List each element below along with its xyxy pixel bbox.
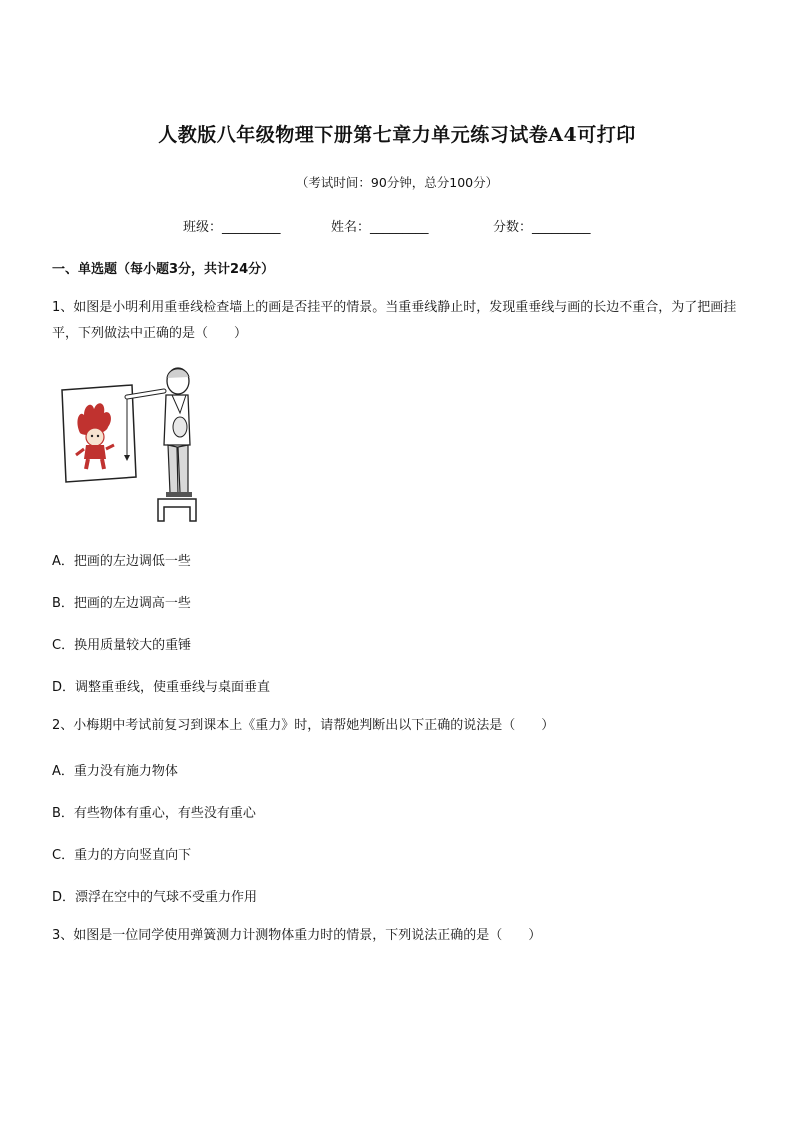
person-hanging-picture-illustration (50, 365, 210, 527)
page-title: 人教版八年级物理下册第七章力单元练习试卷A4可打印 (158, 124, 636, 146)
question-2-option-a: A．重力没有施力物体 (52, 764, 178, 779)
question-1-text: 1、如图是小明利用重垂线检查墙上的画是否挂平的情景。当重垂线静止时，发现重垂线与画的长边不重合，为了把画挂平，下列做法中正确的是（ ） (52, 300, 737, 341)
plumb-line-figure (50, 365, 210, 527)
question-1-option-a: A．把画的左边调低一些 (52, 554, 191, 569)
question-2-text: 2、小梅期中考试前复习到课本上《重力》时，请帮她判断出以下正确的说法是（ ） (52, 718, 555, 733)
question-1-option-d: D．调整重垂线，使重垂线与桌面垂直 (52, 680, 271, 695)
exam-duration-note: （考试时间：90分钟，总分100分） (295, 175, 499, 190)
question-1-option-c: C．换用质量较大的重锤 (52, 638, 192, 653)
class-field: 班级：_________ (183, 220, 281, 235)
name-field: 姓名：_________ (331, 220, 429, 235)
score-field: 分数：_________ (493, 220, 591, 235)
student-info-row (183, 216, 643, 235)
question-3-text: 3、如图是一位同学使用弹簧测力计测物体重力时的情景，下列说法正确的是（ ） (52, 928, 542, 943)
question-2-option-b: B．有些物体有重心，有些没有重心 (52, 806, 256, 821)
question-1-option-b: B．把画的左边调高一些 (52, 596, 191, 611)
section-heading: 一、单选题（每小题3分，共计24分） (52, 262, 275, 277)
question-2-option-c: C．重力的方向竖直向下 (52, 848, 192, 863)
question-2-option-d: D．漂浮在空中的气球不受重力作用 (52, 890, 258, 905)
